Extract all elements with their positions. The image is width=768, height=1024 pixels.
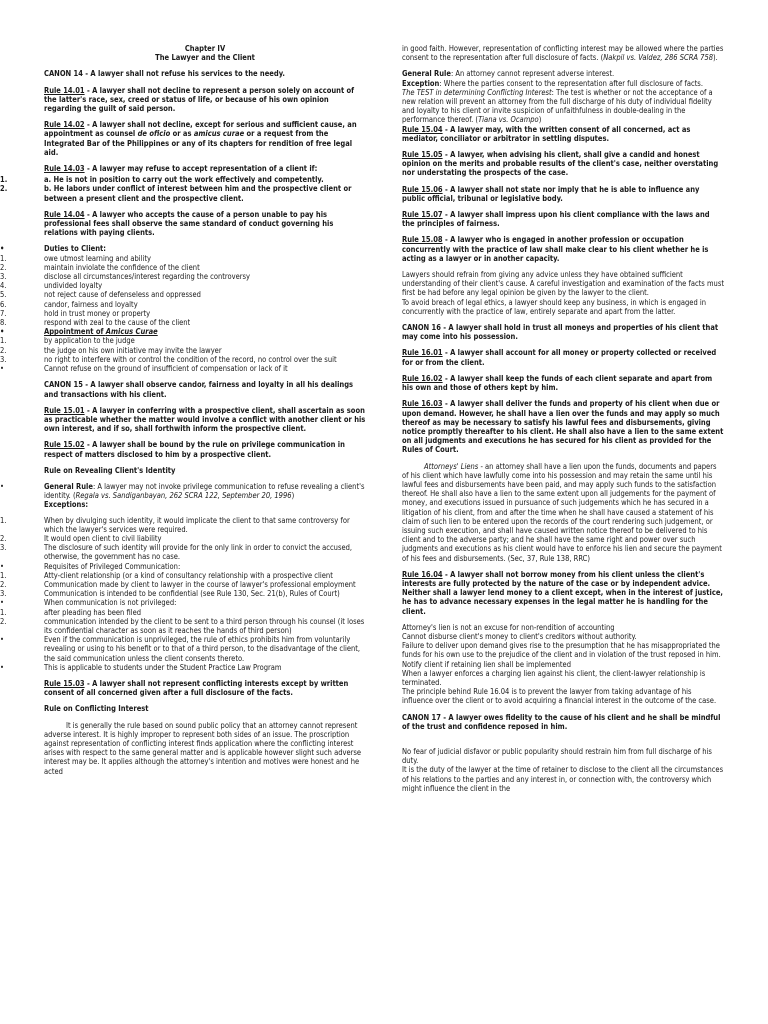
rule-16-03: Rule 16.03 - A lawyer shall deliver the funds and property of his client when due or upon demand. However, he shall have a lien over the funds and may apply so much thereof as may be necessary to satisfy his lawful fees and disbursements, giving notice promptly thereafter to his client. He shall also have a lien to the same extent on all judgments and executions he has secured for his client as provided for the Rules of Court. — [402, 399, 724, 455]
list-item: 3. Communication is intended to be confidential (see Rule 130, Sec. 21(b), Rules of Court) — [0, 589, 340, 599]
canon-15: CANON 15 - A lawyer shall observe candor, fairness and loyalty in all his dealings and transactions with his client. — [44, 380, 354, 399]
chapter-number: Chapter IV — [184, 44, 226, 53]
rule-14-04-text: - A lawyer who accepts the cause of a person unable to pay his professional fees shall observe the same standard of conduct governing his relations with paying clients. — [44, 209, 334, 238]
rule-15-03: Rule 15.03 - A lawyer shall not represent conflicting interests except by written consent of all concerned given after a full disclosure of the facts. — [44, 678, 349, 698]
list-item: 4. undivided loyalty — [0, 281, 103, 291]
list-item: 2. b. He labors under conflict of interest between him and the prospective client or between a present client and the prospective client. — [0, 184, 352, 203]
amicus-curae: amicus curae — [193, 129, 245, 139]
canon-17: CANON 17 - A lawyer owes fidelity to the cause of his client and he shall be mindful of the trust and confidence reposed in him. — [402, 712, 721, 731]
list-item: 1. When by divulging such identity, it would implicate the client to that same controversy for which the lawyer's services were required. — [0, 515, 350, 534]
rule-14-02-head: Rule 14.02 — [44, 120, 85, 130]
list-item: • Even if the communication is unprivileged, the rule of ethics prohibits him from voluntarily revealing or using to his benefit or to that of a third person, to the disadvantage of the client, the said communication unless the client consents thereto. — [0, 635, 361, 663]
breach-paragraph: To avoid breach of legal ethics, a lawyer should keep any business, in which is engaged in concurrently with the practice of law, entirely separate and apart from the latter. — [402, 297, 707, 316]
rule-14-01-text: - A lawyer shall not decline to represent a person solely on account of the latter's race, sex, creed or status of life, or because of his own opinion regarding the guilt of said person. — [44, 85, 355, 114]
conflict-continued: in good faith. However, representation of conflicting interest may be allowed where the parties consent to the representation after full disclosure of facts. (Nakpil vs. Valdez, 286 SCRA 758). — [402, 44, 724, 63]
list-item: 1. owe utmost learning and ability — [0, 253, 152, 263]
list-item: 2. communication intended by the client to be sent to a third person through his counsel (it loses its confidential character as soon as it reaches the hands of third person) — [0, 616, 365, 635]
list-item: 5. not reject cause of defenseless and oppressed — [0, 290, 201, 300]
list-item: 6. candor, fairness and loyalty — [0, 299, 138, 309]
list-item: 2. Communication made by client to lawyer in the course of lawyer's professional employment — [0, 579, 356, 589]
list-item: 7. hold in trust money or property — [0, 308, 151, 318]
rule-14-03 — [44, 164, 366, 173]
list-item: 1. Atty-client relationship (or a kind of consultancy relationship with a prospective client — [0, 570, 333, 580]
chapter-heading — [44, 44, 366, 62]
exception-right: Exception: Where the parties consent to the representation after full disclosure of facts. — [402, 78, 703, 88]
amicus-heading: • Appointment of Amicus Curae — [0, 327, 158, 337]
note-line: Failure to deliver upon demand gives rise to the presumption that he has misappropriated the funds for his own use to the prejudice of the client and in violation of the trust reposed in him. — [402, 641, 721, 660]
rule-14-03-head: Rule 14.03 — [44, 164, 85, 174]
list-item: • When communication is not privileged: — [0, 598, 177, 608]
rule-15-02: Rule 15.02 - A lawyer shall be bound by the rule on privilege communication in respect of matters disclosed to him by a prospective client. — [44, 440, 345, 459]
chapter-title: The Lawyer and the Client — [155, 53, 255, 63]
left-column — [0, 44, 366, 783]
rule-15-05: Rule 15.05 - A lawyer, when advising his client, shall give a candid and honest opinion on the merits and probable results of the client's case, neither overstating nor understating the prospects of the case. — [402, 150, 719, 178]
list-item: 3. disclose all circumstances/interest regarding the controversy — [0, 272, 251, 282]
list-item: 1. a. He is not in position to carry out the work effectively and competently. — [0, 175, 324, 185]
rule-14-02-text-a: - A lawyer shall not decline, except for serious and sufficient cause, an appointment as counsel — [44, 120, 357, 139]
list-item: 2. It would open client to civil liability — [0, 533, 162, 543]
rule-15-08: Rule 15.08 - A lawyer who is engaged in another profession or occupation concurrently with the practice of law shall make clear to his client whether he is acting as a lawyer or in another capacity. — [402, 235, 709, 263]
identity-heading: Rule on Revealing Client's Identity — [44, 465, 176, 475]
list-item: 3. no right to interfere with or control the condition of the record, no control over the suit — [0, 354, 337, 364]
rule-14-04 — [44, 210, 366, 238]
canon-16: CANON 16 - A lawyer shall hold in trust all moneys and properties of his client that may come into his possession. — [402, 323, 719, 342]
rule-14-02 — [44, 120, 366, 157]
note-line: Attorney's lien is not an excuse for non-rendition of accounting — [402, 622, 615, 632]
right-column — [402, 44, 724, 793]
conflict-heading: Rule on Conflicting Interest — [44, 704, 149, 714]
list-item: • Requisites of Privileged Communication: — [0, 561, 181, 571]
rule-16-02: Rule 16.02 - A lawyer shall keep the funds of each client separate and apart from his own and those of others kept by him. — [402, 373, 713, 393]
note-line: Notify client if retaining lien shall be implemented — [402, 659, 571, 669]
list-item: • Cannot refuse on the ground of insufficient of compensation or lack of it — [0, 364, 288, 374]
list-item: 3. The disclosure of such identity will provide for the only link in order to convict the accused, otherwise, the government has no case. — [0, 543, 353, 562]
rule-15-04: Rule 15.04 - A lawyer may, with the written consent of all concerned, act as mediator, conciliator or arbitrator in settling disputes. — [402, 124, 691, 143]
rule-14-02-text-b: or a request from the Integrated Bar of the Philippines or any of its chapters for rendition of free legal aid. — [44, 129, 353, 157]
rule-16-04: Rule 16.04 - A lawyer shall not borrow money from his client unless the client's interests are fully protected by the nature of the case or by independent advice. Neither shall a lawyer lend money to a client except, when in the interest of justice, he has to advance necessary expenses in the legal matter he is handling for the client. — [402, 569, 723, 616]
duty-line: It is the duty of the lawyer at the time of retainer to disclose to the client all the circumstances of his relations to the parties and any interest in, or connection with, the controversy which might influence the client in the — [402, 765, 724, 793]
canon-14: CANON 14 - A lawyer shall not refuse his services to the needy. — [44, 69, 285, 79]
lawyers-paragraph: Lawyers should refrain from giving any advice unless they have obtained sufficient understanding of their client's cause. A careful investigation and examination of the facts must first be had before any legal opinion be given by the lawyer to the client. — [402, 270, 724, 298]
exceptions-heading: Exceptions: — [44, 500, 89, 510]
list-item: • This is applicable to students under the Student Practice Law Program — [0, 662, 282, 672]
de-oficio: de oficio — [137, 129, 171, 139]
note-line: When a lawyer enforces a charging lien against his client, the client-lawyer relationship is terminated. — [402, 668, 706, 687]
list-item: 2. the judge on his own initiative may invite the lawyer — [0, 345, 222, 355]
rule-15-06: Rule 15.06 - A lawyer shall not state nor imply that he is able to influence any public official, tribunal or legislative body. — [402, 184, 700, 203]
conflict-paragraph: It is generally the rule based on sound public policy that an attorney cannot represent adverse interest. It is highly improper to represent both sides of an issue. The proscription against representation of conflicting interest finds application where the conflicting interest arises with respect to the same general matter and is applicable however slight such adverse interest may be. It applies although the attorney's intention and motives were honest and he acted — [44, 720, 362, 776]
rule-14-02-or: or as — [170, 129, 194, 139]
list-item: 1. after pleading has been filed — [0, 607, 142, 617]
rule-14-03-text: - A lawyer may refuse to accept representation of a client if: — [84, 164, 318, 174]
rule-15-07: Rule 15.07 - A lawyer shall impress upon his client compliance with the laws and the principles of fairness. — [402, 210, 710, 229]
rule-14-04-head: Rule 14.04 — [44, 209, 85, 219]
conflict-test: The TEST in determining Conflicting Interest: The test is whether or not the acceptance of a new relation will prevent an attorney from the full discharge of his duty of individual fidelity and loyalty to his client or invite suspicion of unfaithfulness in double-dealing in the performance thereof. (Tiana vs. Ocampo) — [402, 87, 713, 125]
list-item: 8. respond with zeal to the cause of the client — [0, 318, 191, 328]
general-rule-right: General Rule: An attorney cannot represent adverse interest. — [402, 69, 615, 79]
rule-14-01 — [44, 86, 366, 114]
duties-heading: • Duties to Client: — [0, 244, 106, 254]
rule-15-01: Rule 15.01 - A lawyer in conferring with a prospective client, shall ascertain as soon as practicable whether the matter would involve a conflict with another client or his own interest, and if so, shall forthwith inform the prospective client. — [44, 405, 366, 434]
rule-16-01: Rule 16.01 - A lawyer shall account for all money or property collected or received for or from the client. — [402, 348, 717, 367]
note-line: Cannot disburse client's money to client's creditors without authority. — [402, 631, 637, 641]
list-item: 1. by application to the judge — [0, 336, 135, 346]
rule-14-01-head: Rule 14.01 — [44, 85, 85, 95]
fear-line: No fear of judicial disfavor or public popularity should restrain him from full discharge of his duty. — [402, 747, 712, 766]
note-line: The principle behind Rule 16.04 is to prevent the lawyer from taking advantage of his influence over the client or to avoid acquiring a financial interest in the outcome of the case. — [402, 687, 717, 706]
general-rule: • General Rule: A lawyer may not invoke privilege communication to refuse revealing a client's identity. (Regala vs. Sandiganbayan, 262 SCRA 122, September 20, 1996) — [0, 481, 365, 501]
attorneys-liens: Attorneys' Liens - an attorney shall have a lien upon the funds, documents and papers of his client which have lawfully come into his possession and may retain the same until his lawful fees and disbursements have been paid, and may apply such funds to the satisfaction thereof. He shall also have a lien to the same extent upon all judgements for the payment of money, and executions issued in pursuance of such judgements which he has secured in a litigation of his client, from and after the time when he shall have caused a statement of his claim of such lien to be entered upon the records of the court rendering such judgement, or issuing such execution, and shall have caused written notice thereof to be delivered to his client and to the adverse party; and he shall have the same right and power over such judgments and executions as his client would have to enforce his lien and secure the payment of his fees and disbursements. (Sec, 37, Rule 138, RRC) — [402, 461, 722, 563]
list-item: 2. maintain inviolate the confidence of the client — [0, 262, 200, 272]
